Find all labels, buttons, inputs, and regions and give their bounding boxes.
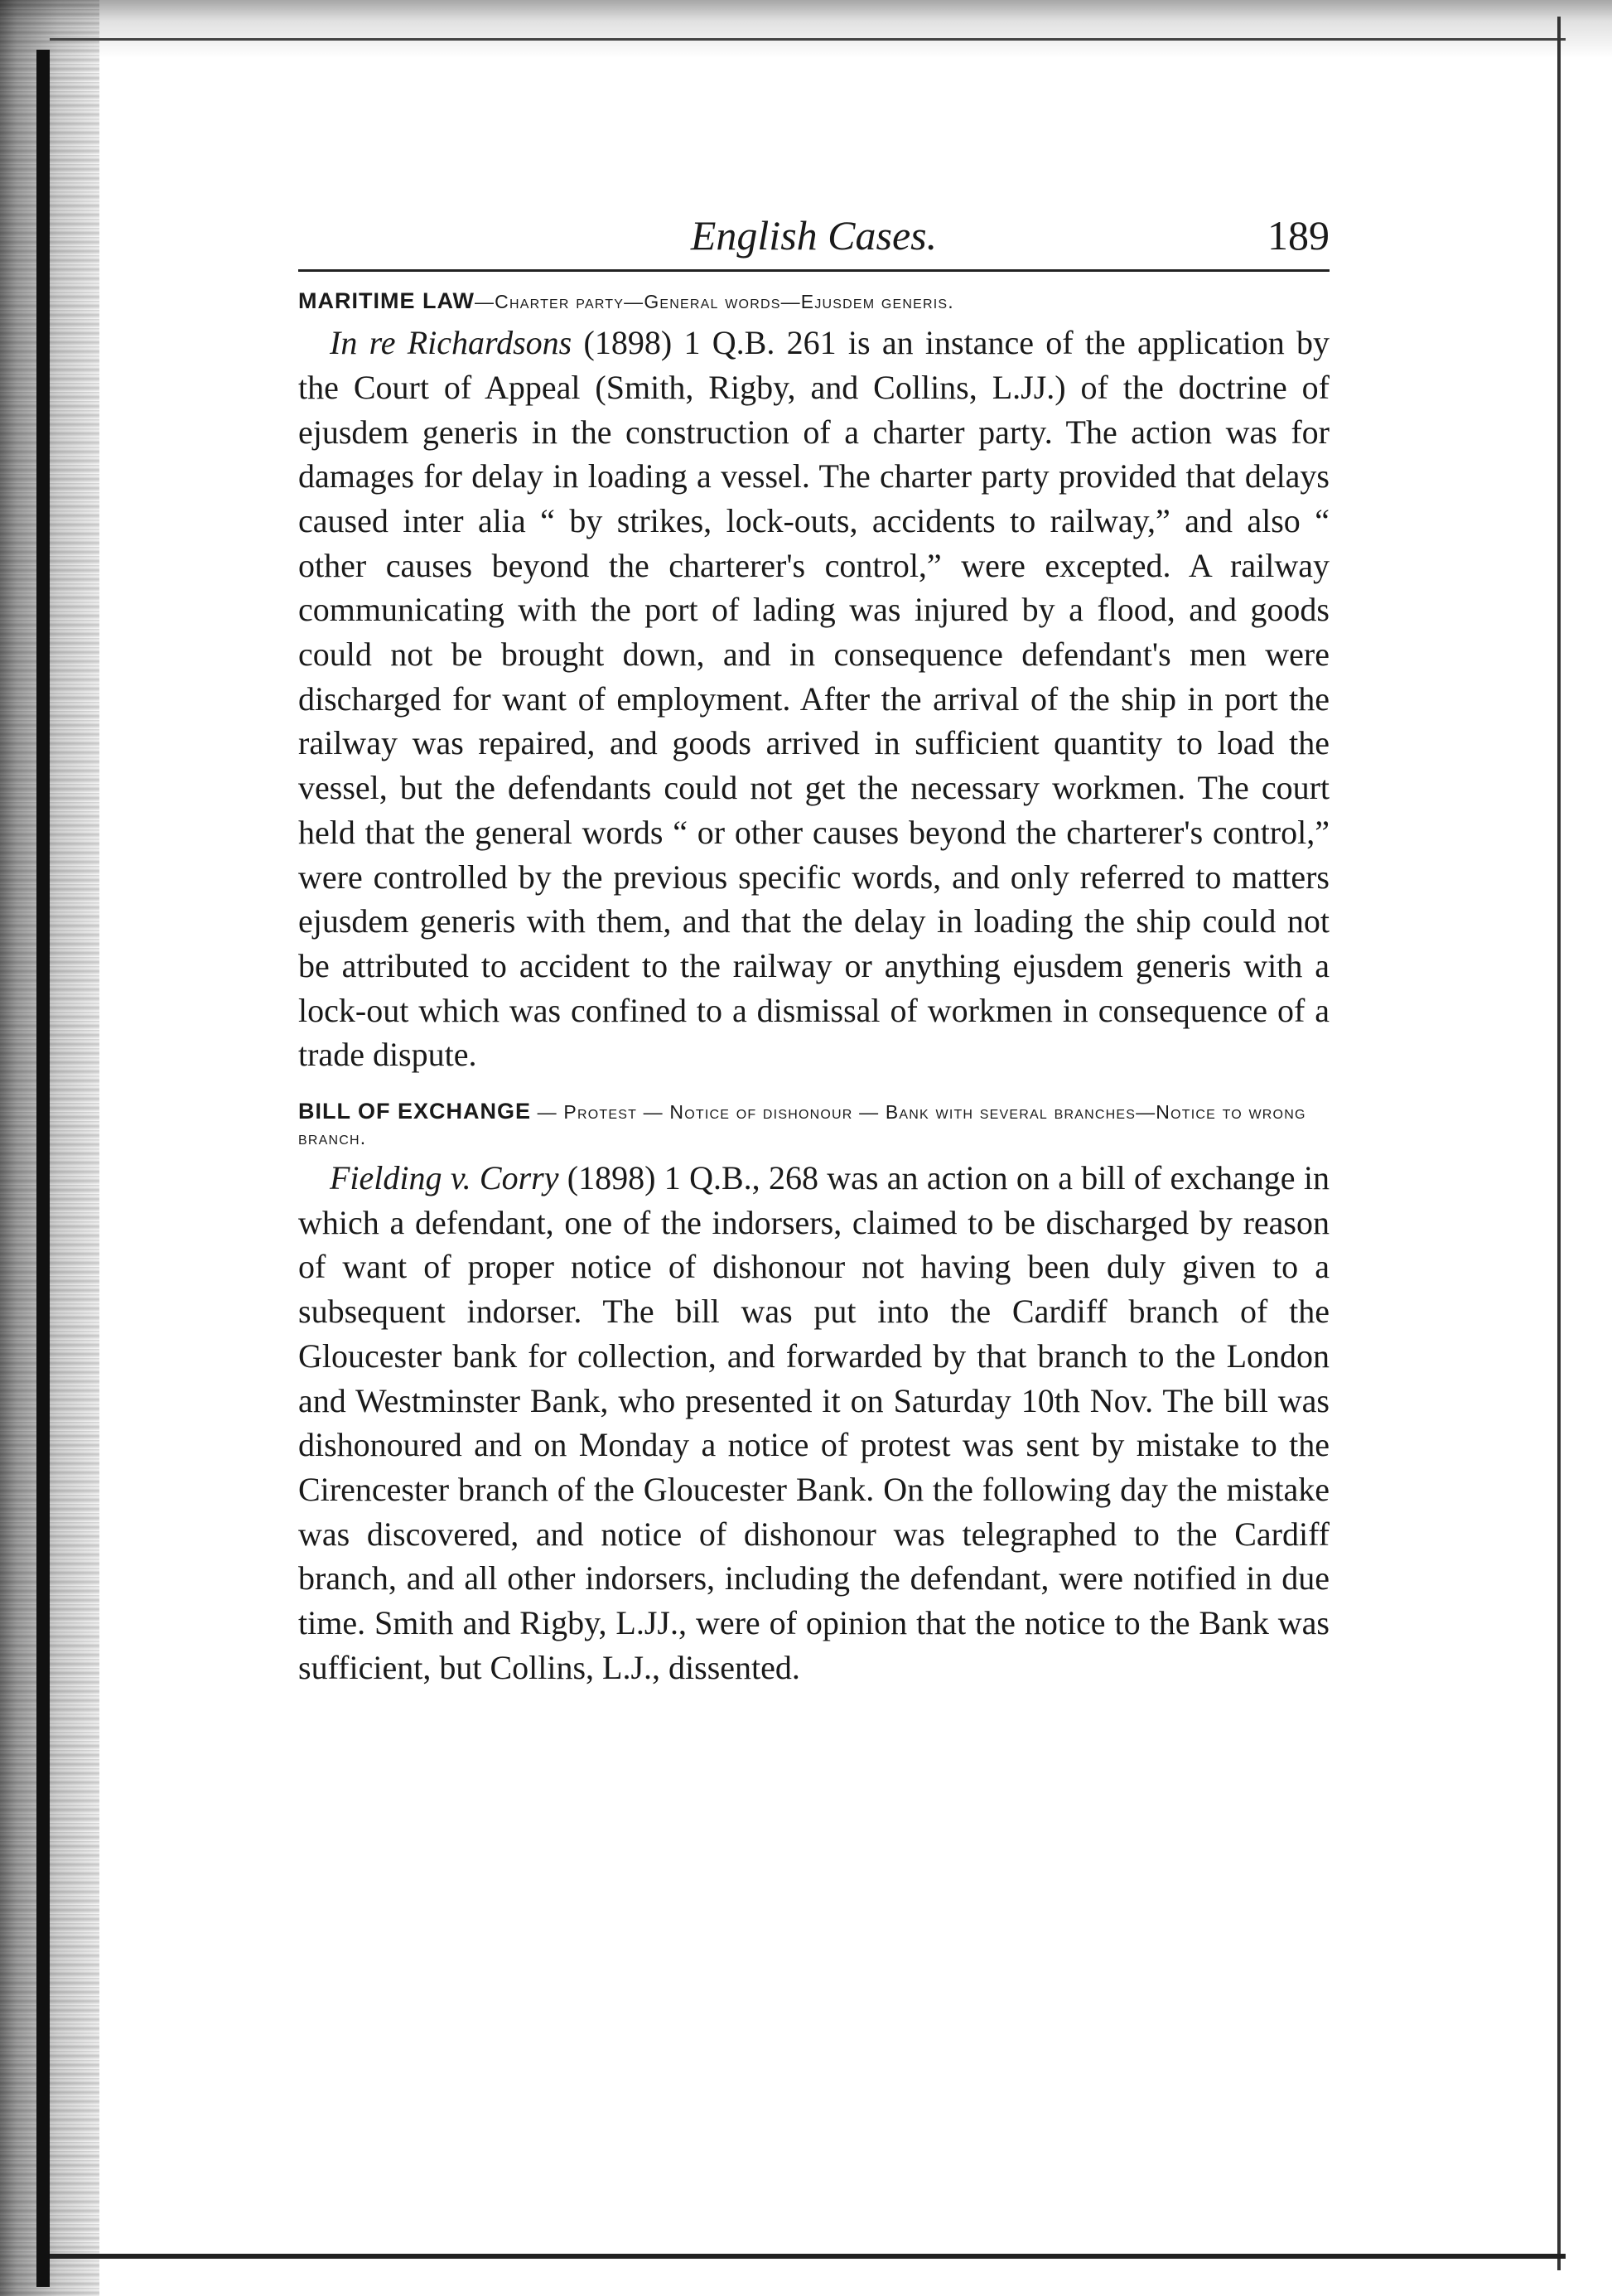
section-bill-of-exchange	[298, 1097, 1330, 1689]
running-title: English Cases.	[690, 212, 938, 259]
scan-binding-shadow	[36, 50, 50, 2287]
section-heading	[298, 287, 1330, 316]
book-page	[298, 211, 1330, 1689]
running-head	[298, 211, 1330, 272]
section-maritime-law	[298, 287, 1330, 1077]
case-name: Fielding v. Corry	[330, 1159, 559, 1197]
section-heading-lead: BILL OF EXCHANGE	[298, 1099, 532, 1124]
section-heading	[298, 1097, 1330, 1151]
scan-top-border	[50, 38, 1566, 41]
scan-left-edge	[0, 0, 99, 2296]
case-paragraph	[298, 1156, 1330, 1689]
scan-right-border	[1557, 17, 1561, 2270]
scan-bottom-border	[50, 2254, 1566, 2259]
section-heading-sub: — Protest — Notice of dishonour — Bank with several branches—Notice to wrong branch.	[298, 1101, 1306, 1149]
scan-top-edge	[0, 0, 1612, 58]
case-paragraph	[298, 321, 1330, 1077]
section-heading-lead: MARITIME LAW	[298, 288, 475, 313]
page-number: 189	[1267, 212, 1330, 259]
section-heading-sub: —Charter party—General words—Ejusdem generis.	[474, 291, 954, 312]
case-body: (1898) 1 Q.B. 261 is an instance of the application by the Court of Appeal (Smith, Rigby, and Collins, L.JJ.) of the doctrine of ejusdem generis in the construction of a charter party. The action was for damages for delay in loading a vessel. The charter party provided that delays caused inter alia “ by strikes, lock-outs, accidents to railway,” and also “ other causes beyond the charterer's control,” were excepted. A railway communicating with the port of lading was injured by a flood, and goods could not be brought down, and in consequence defendant's men were discharged for want of employment. After the arrival of the ship in port the railway was repaired, and goods arrived in sufficient quantity to load the vessel, but the defendants could not get the necessary workmen. The court held that the general words “ or other causes beyond the charterer's control,” were controlled by the previous specific words, and only referred to matters ejusdem generis with them, and that the delay in loading the ship could not be attributed to accident to the railway or anything ejusdem generis with a lock-out which was confined to a dismissal of workmen in consequence of a trade dispute.	[298, 324, 1330, 1074]
case-name: In re Richardsons	[330, 324, 572, 362]
case-body: (1898) 1 Q.B., 268 was an action on a bill of exchange in which a defendant, one of the indorsers, claimed to be discharged by reason of want of proper notice of dishonour not having been duly given to a subsequent indorser. The bill was put into the Cardiff branch of the Gloucester bank for collection, and forwarded by that branch to the London and Westminster Bank, who presented it on Saturday 10th Nov. The bill was dishonoured and on Monday a notice of protest was sent by mistake to the Cirencester branch of the Gloucester Bank. On the following day the mistake was discovered, and notice of dishonour was telegraphed to the Cardiff branch, and all other indorsers, including the defendant, were notified in due time. Smith and Rigby, L.JJ., were of opinion that the notice to the Bank was sufficient, but Collins, L.J., dissented.	[298, 1159, 1330, 1686]
